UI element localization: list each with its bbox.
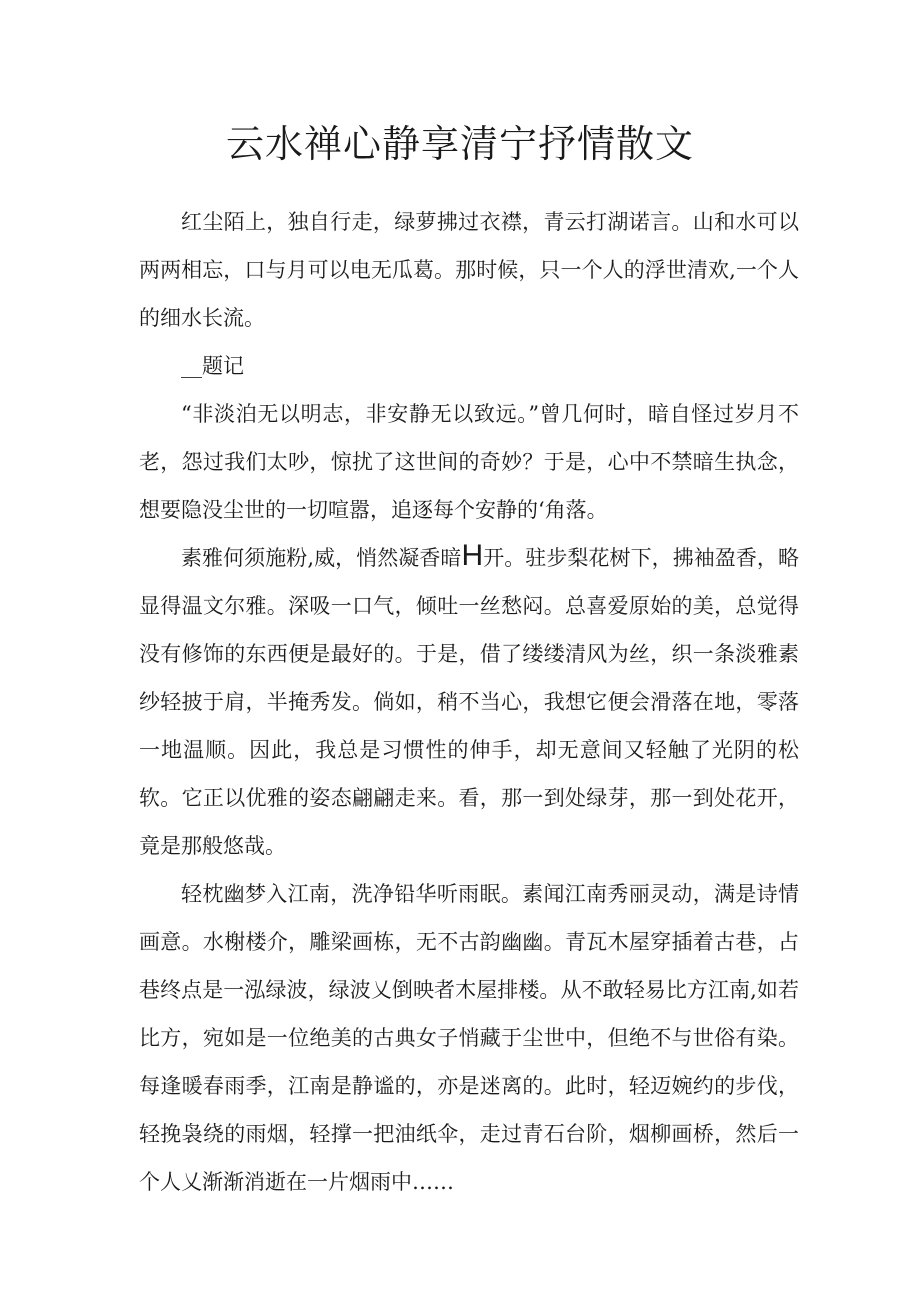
paragraph-intro: 红尘陌上，独自行走，绿萝拂过衣襟，青云打湖诺言。山和水可以两两相忘，口与月可以电无瓜葛。那时候，只一个人的浮世清欢,一个人的细水长流。: [139, 210, 799, 330]
paragraph-plain-beauty-rest: 开。驻步梨花树下，拂袖盈香，略显得温文尔雅。深吸一口气，倾吐一丝愁闷。总喜爱原始的美，总觉得没有修饰的东西便是最好的。于是，借了缕缕清风为丝，织一条淡雅素纱轻披于肩，半掩秀发。倘如，稍不当心，我想它便会滑落在地，零落一地温顺。因此，我总是习惯性的伸手，却无意间又轻触了光阴的松软。它正以优雅的姿态翩翩走来。看，那一到处绿芽，那一到处花开，竟是那般悠哉。: [139, 546, 799, 858]
paragraph-plain-beauty-glyph: H: [461, 539, 484, 572]
paragraph-jiangnan: 轻枕幽梦入江南，洗净铅华听雨眠。素闻江南秀丽灵动，满是诗情画意。水榭楼介，雕梁画栋，无不古韵幽幽。青瓦木屋穿插着古巷，占巷终点是一泓绿波，绿波乂倒映者木屋排楼。从不敢轻易比方江南,如若比方，宛如是一位绝美的古典女子悄藏于尘世中，但绝不与世俗有染。每逢暖春雨季，江南是静谧的，亦是迷离的。此时，轻迈婉约的步伐，轻挽袅绕的雨烟，轻撑一把油纸伞，走过青石台阶，烟柳画桥，然后一个人乂渐渐消逝在一片烟雨中……: [139, 882, 799, 1194]
paragraph-inscription: __题记: [181, 354, 244, 378]
paragraph-quote: “非淡泊无以明志，非安静无以致远。”曾几何时，暗自怪过岁月不老，怨过我们太吵，惊扰了这世间的奇妙？于是，心中不禁暗生执念，想要隐没尘世的一切喧嚣，追逐每个安静的‘角落。: [139, 402, 799, 522]
document-title: 云水禅心静享清宁抒情散文: [225, 122, 694, 166]
document-body: [139, 198, 799, 1206]
paragraph-plain-beauty: [139, 534, 799, 870]
paragraph-plain-beauty-start: 素雅何须施粉,威，悄然凝香暗: [181, 546, 462, 570]
